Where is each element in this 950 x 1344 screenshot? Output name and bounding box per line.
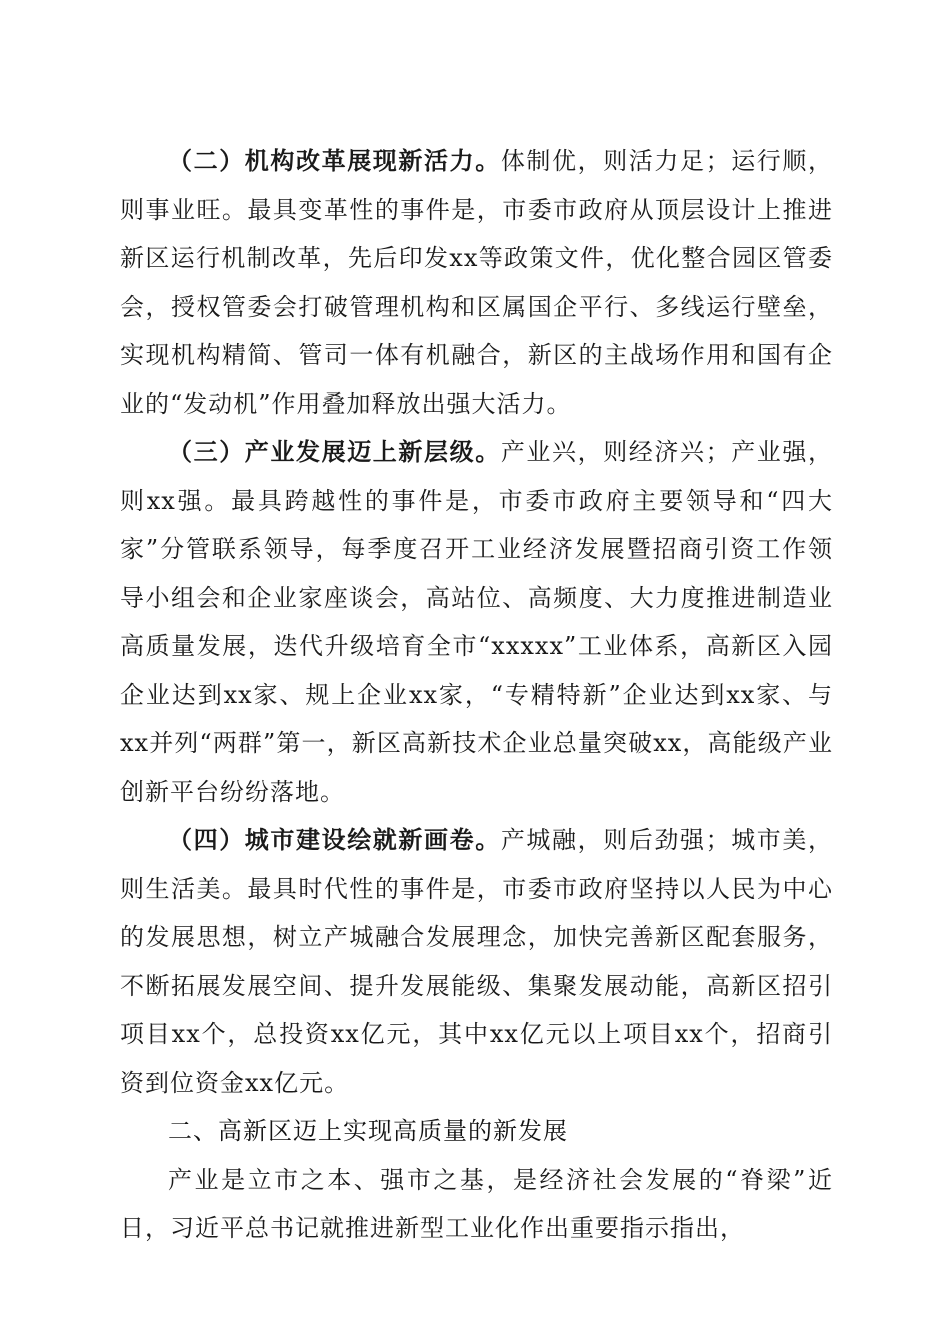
paragraph-industrial-development (120, 428, 833, 816)
paragraph-lead: （二）机构改革展现新活力。 (168, 146, 501, 175)
paragraph-urban-construction (120, 816, 833, 1107)
section-heading: 二、高新区迈上实现高质量的新发展 (168, 1117, 568, 1145)
paragraph-lead: （四）城市建设绘就新画卷。 (168, 825, 501, 854)
paragraph-text: 产城融，则后劲强；城市美，则生活美。最具时代性的事件是，市委市政府坚持以人民为中心的发展思想，树立产城融合发展理念，加快完善新区配套服务，不断拓展发展空间、提升发展能级、集聚发展动能，高新区招引项目xx个，总投资xx亿元，其中xx亿元以上项目xx个，招商引资到位资金xx亿元。 (120, 826, 834, 1097)
paragraph-industry-foundation: 产业是立市之本、强市之基，是经济社会发展的“脊梁”近日，习近平总书记就推进新型工业化作出重要指示指出， (120, 1165, 833, 1242)
paragraph-lead: （三）产业发展迈上新层级。 (168, 437, 501, 466)
paragraph-text: 产业兴，则经济兴；产业强，则xx强。最具跨越性的事件是，市委市政府主要领导和“四大家”分管联系领导，每季度召开工业经济发展暨招商引资工作领导小组会和企业家座谈会，高站位、高频度、大力度推进制造业高质量发展，迭代升级培育全市“xxxxx”工业体系，高新区入园企业达到xx家、规上企业xx家，“专精特新”企业达到xx家、与xx并列“两群”第一，新区高新技术企业总量突破xx，高能级产业创新平台纷纷落地。 (120, 438, 834, 806)
paragraph-institutional-reform (120, 137, 833, 428)
document-body (120, 137, 833, 1253)
paragraph-text: 体制优，则活力足；运行顺，则事业旺。最具变革性的事件是，市委市政府从顶层设计上推进新区运行机制改革，先后印发xx等政策文件，优化整合园区管委会，授权管委会打破管理机构和区属国企平行、多线运行壁垒，实现机构精简、管司一体有机融合，新区的主战场作用和国有企业的“发动机”作用叠加释放出强大活力。 (120, 147, 834, 418)
